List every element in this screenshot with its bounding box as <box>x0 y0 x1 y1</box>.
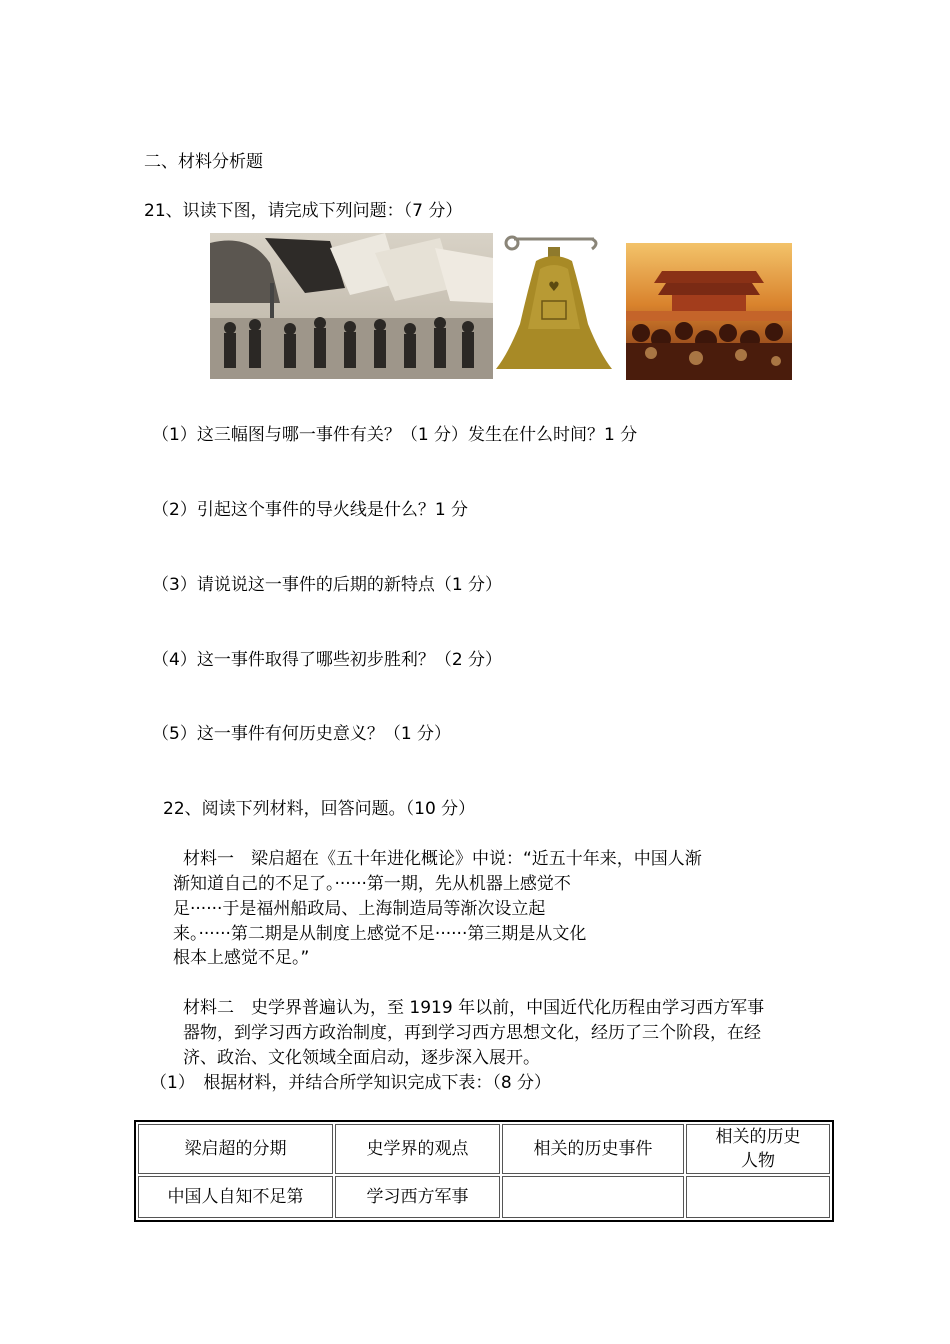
crowd-painting-image <box>626 243 792 380</box>
table-header-cell-line: 人物 <box>741 1151 775 1171</box>
material-2-line-3: 济、政治、文化领域全面启动，逐步深入展开。 <box>183 1048 540 1068</box>
table-cell-answer[interactable] <box>502 1176 684 1218</box>
table-cell: 学习西方军事 <box>335 1176 500 1218</box>
material-1-line-2: 渐知道自己的不足了。······第一期，先从机器上感觉不 <box>173 874 571 894</box>
question-21-sub-5: （5）这一事件有何历史意义？（1 分） <box>152 724 452 744</box>
bell-badge-image <box>496 229 612 375</box>
material-2-line-2: 器物，到学习西方政治制度，再到学习西方思想文化，经历了三个阶段，在经 <box>183 1023 761 1043</box>
question-21-sub-3: （3）请说说这一事件的后期的新特点（1 分） <box>152 575 503 595</box>
protest-photo-image <box>210 233 493 379</box>
question-21-sub-1: （1）这三幅图与哪一事件有关？（1 分）发生在什么时间？1 分 <box>152 425 638 445</box>
table-header-cell <box>686 1124 830 1174</box>
table-row <box>138 1176 830 1218</box>
material-1-line-1: 材料一 梁启超在《五十年进化概论》中说：“近五十年来，中国人渐 <box>183 849 702 869</box>
question-22-sub-1: （1） 根据材料，并结合所学知识完成下表：（8 分） <box>150 1073 552 1093</box>
material-2-line-1: 材料二 史学界普遍认为，至 1919 年以前，中国近代化历程由学习西方军事 <box>183 998 765 1018</box>
table-header-cell: 梁启超的分期 <box>138 1124 333 1174</box>
table-header-row <box>138 1124 830 1174</box>
section-title: 二、材料分析题 <box>144 152 263 172</box>
table-header-cell: 相关的历史事件 <box>502 1124 684 1174</box>
answer-table <box>134 1120 834 1222</box>
material-1-line-5: 根本上感觉不足。” <box>173 948 310 968</box>
table-header-cell: 史学界的观点 <box>335 1124 500 1174</box>
svg-text:♥: ♥ <box>548 280 560 295</box>
material-1-line-4: 来。······第二期是从制度上感觉不足······第三期是从文化 <box>173 924 587 944</box>
material-1-line-3: 足······于是福州船政局、上海制造局等渐次设立起 <box>173 899 546 919</box>
table-cell: 中国人自知不足第 <box>138 1176 333 1218</box>
question-21-sub-2: （2）引起这个事件的导火线是什么？1 分 <box>152 500 469 520</box>
question-22-stem: 22、阅读下列材料，回答问题。（10 分） <box>163 799 476 819</box>
table-header-cell-line: 相关的历史 <box>715 1127 801 1147</box>
table-cell-answer[interactable] <box>686 1176 830 1218</box>
question-21-sub-4: （4）这一事件取得了哪些初步胜利？（2 分） <box>152 650 503 670</box>
question-21-stem: 21、识读下图，请完成下列问题：（7 分） <box>144 201 463 221</box>
